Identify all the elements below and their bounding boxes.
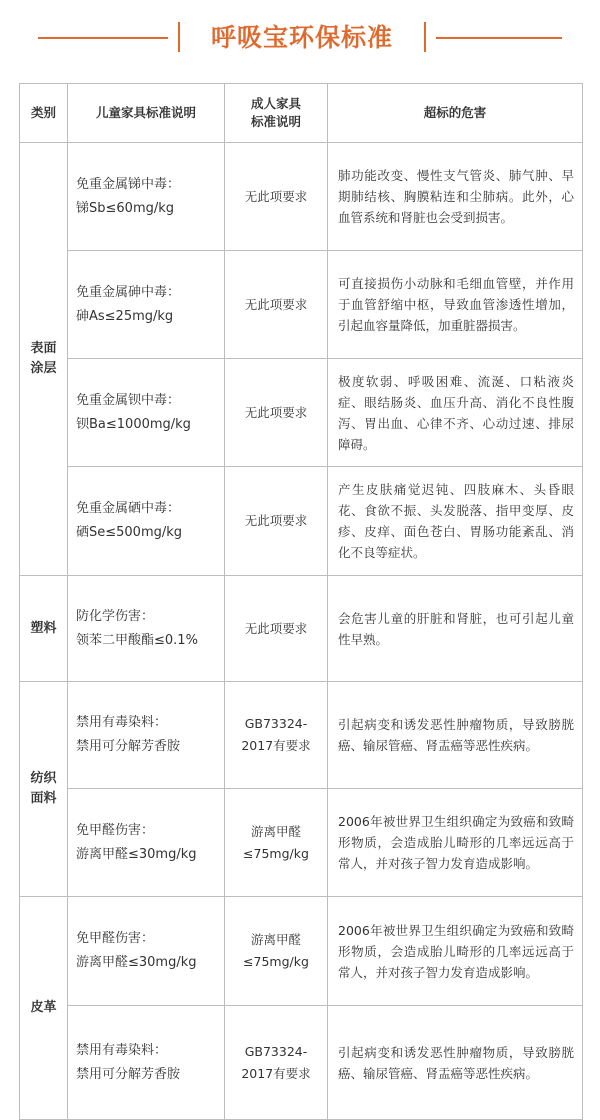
header-rule-right [436, 37, 562, 39]
table-row [20, 682, 583, 789]
child-standard-cell [68, 359, 225, 467]
child-standard-cell [68, 682, 225, 789]
adult-standard-cell [225, 576, 328, 682]
adult-standard-cell [225, 251, 328, 359]
adult-standard-cell [225, 143, 328, 251]
adult-standard-line1: 无此项要求 [244, 620, 308, 636]
adult-standard-line2: 2017有要求 [241, 738, 311, 753]
category-label-line1: 塑料 [30, 620, 57, 636]
adult-standard-line1: GB73324- [244, 1043, 308, 1059]
adult-standard-line2: ≤75mg/kg [243, 954, 309, 969]
adult-standard-cell [225, 467, 328, 576]
child-standard-cell [68, 1006, 225, 1120]
child-standard-line1: 免重金属钡中毒： [76, 392, 181, 408]
header-rule-left [38, 37, 168, 39]
table-row [20, 467, 583, 576]
page-header [0, 0, 600, 76]
header-adult-line2: 标准说明 [250, 114, 301, 129]
category-label-line1: 纺织 [30, 771, 57, 786]
category-surface-coating [20, 143, 68, 576]
header-adult-standard [225, 84, 328, 143]
child-standard-line2: 游离甲醛≤30mg/kg [76, 955, 197, 970]
child-standard-cell [68, 897, 225, 1006]
child-standard-line1: 免甲醛伤害： [76, 822, 155, 838]
header-child-standard: 儿童家具标准说明 [68, 84, 225, 143]
adult-standard-cell [225, 359, 328, 467]
table-header-row [20, 84, 583, 143]
harm-cell: 产生皮肤痛觉迟钝、四肢麻木、头昏眼花、食欲不振、头发脱落、指甲变厚、皮疹、皮痒、面色苍白、胃肠功能紊乱、消化不良等症状。 [328, 467, 583, 576]
category-leather [20, 897, 68, 1120]
harm-cell: 2006年被世界卫生组织确定为致癌和致畸形物质，会造成胎儿畸形的几率远远高于常人，并对孩子智力发育造成影响。 [328, 789, 583, 897]
adult-standard-line1: 游离甲醛 [250, 932, 301, 947]
category-label-line2: 面料 [30, 791, 57, 806]
header-category: 类别 [20, 84, 68, 143]
child-standard-line1: 免重金属砷中毒： [76, 284, 181, 300]
category-plastic [20, 576, 68, 682]
child-standard-cell [68, 143, 225, 251]
child-standard-line2: 禁用可分解芳香胺 [76, 739, 181, 754]
adult-standard-line1: 游离甲醛 [250, 823, 301, 839]
child-standard-cell [68, 789, 225, 897]
adult-standard-line1: 无此项要求 [244, 188, 308, 204]
harm-cell: 2006年被世界卫生组织确定为致癌和致畸形物质，会造成胎儿畸形的几率远远高于常人，并对孩子智力发育造成影响。 [328, 897, 583, 1006]
child-standard-line2: 游离甲醛≤30mg/kg [76, 846, 197, 862]
harm-cell: 可直接损伤小动脉和毛细血管壁，并作用于血管舒缩中枢，导致血管渗透性增加，引起血容量降低，加重脏器损害。 [328, 251, 583, 359]
harm-cell: 会危害儿童的肝脏和肾脏，也可引起儿童性早熟。 [328, 576, 583, 682]
child-standard-line1: 免重金属锑中毒： [76, 176, 181, 192]
child-standard-cell [68, 576, 225, 682]
child-standard-line2: 锑Sb≤60mg/kg [76, 200, 175, 216]
adult-standard-line1: 无此项要求 [244, 296, 308, 312]
harm-cell: 肺功能改变、慢性支气管炎、肺气肿、早期肺结核、胸膜粘连和尘肺病。此外，心血管系统和肾脏也会受到损害。 [328, 143, 583, 251]
child-standard-line2: 禁用可分解芳香胺 [76, 1066, 181, 1082]
child-standard-line2: 领苯二甲酸酯≤0.1% [76, 632, 198, 648]
child-standard-line1: 禁用有毒染料： [76, 715, 168, 730]
category-label-line2: 涂层 [30, 361, 57, 376]
table-row [20, 789, 583, 897]
adult-standard-cell [225, 1006, 328, 1120]
table-row [20, 1006, 583, 1120]
header-bar-left [178, 22, 180, 52]
child-standard-line1: 免重金属硒中毒： [76, 501, 181, 516]
category-label-line1: 表面 [30, 341, 57, 356]
header-bar-right [424, 22, 426, 52]
adult-standard-cell [225, 682, 328, 789]
harm-cell: 极度软弱、呼吸困难、流涎、口粘液炎症、眼结肠炎、血压升高、消化不良性腹泻、胃出血、心律不齐、心动过速、排尿障碍。 [328, 359, 583, 467]
harm-cell: 引起病变和诱发恶性肿瘤物质，导致膀胱癌、输尿管癌、肾盂癌等恶性疾病。 [328, 1006, 583, 1120]
harm-cell: 引起病变和诱发恶性肿瘤物质，导致膀胱癌、输尿管癌、肾盂癌等恶性疾病。 [328, 682, 583, 789]
table-row [20, 143, 583, 251]
adult-standard-line1: 无此项要求 [244, 404, 308, 420]
child-standard-line1: 免甲醛伤害： [76, 931, 155, 946]
child-standard-cell [68, 251, 225, 359]
adult-standard-cell [225, 897, 328, 1006]
category-label-line1: 皮革 [30, 1000, 57, 1015]
adult-standard-line1: GB73324- [244, 716, 308, 731]
page-title: 呼吸宝环保标准 [210, 23, 393, 52]
header-adult-line1: 成人家具 [250, 96, 301, 111]
adult-standard-line2: 2017有要求 [241, 1065, 311, 1081]
adult-standard-line2: ≤75mg/kg [243, 845, 309, 861]
category-textile [20, 682, 68, 897]
table-row [20, 897, 583, 1006]
child-standard-cell [68, 467, 225, 576]
child-standard-line1: 禁用有毒染料： [76, 1042, 168, 1058]
table-row [20, 576, 583, 682]
child-standard-line2: 砷As≤25mg/kg [76, 308, 174, 324]
child-standard-line1: 防化学伤害： [76, 608, 155, 624]
adult-standard-line1: 无此项要求 [244, 513, 308, 528]
adult-standard-cell [225, 789, 328, 897]
child-standard-line2: 钡Ba≤1000mg/kg [76, 416, 191, 432]
child-standard-line2: 硒Se≤500mg/kg [76, 525, 183, 540]
standards-table [19, 83, 583, 1120]
table-row [20, 359, 583, 467]
header-harm: 超标的危害 [328, 84, 583, 143]
table-row [20, 251, 583, 359]
